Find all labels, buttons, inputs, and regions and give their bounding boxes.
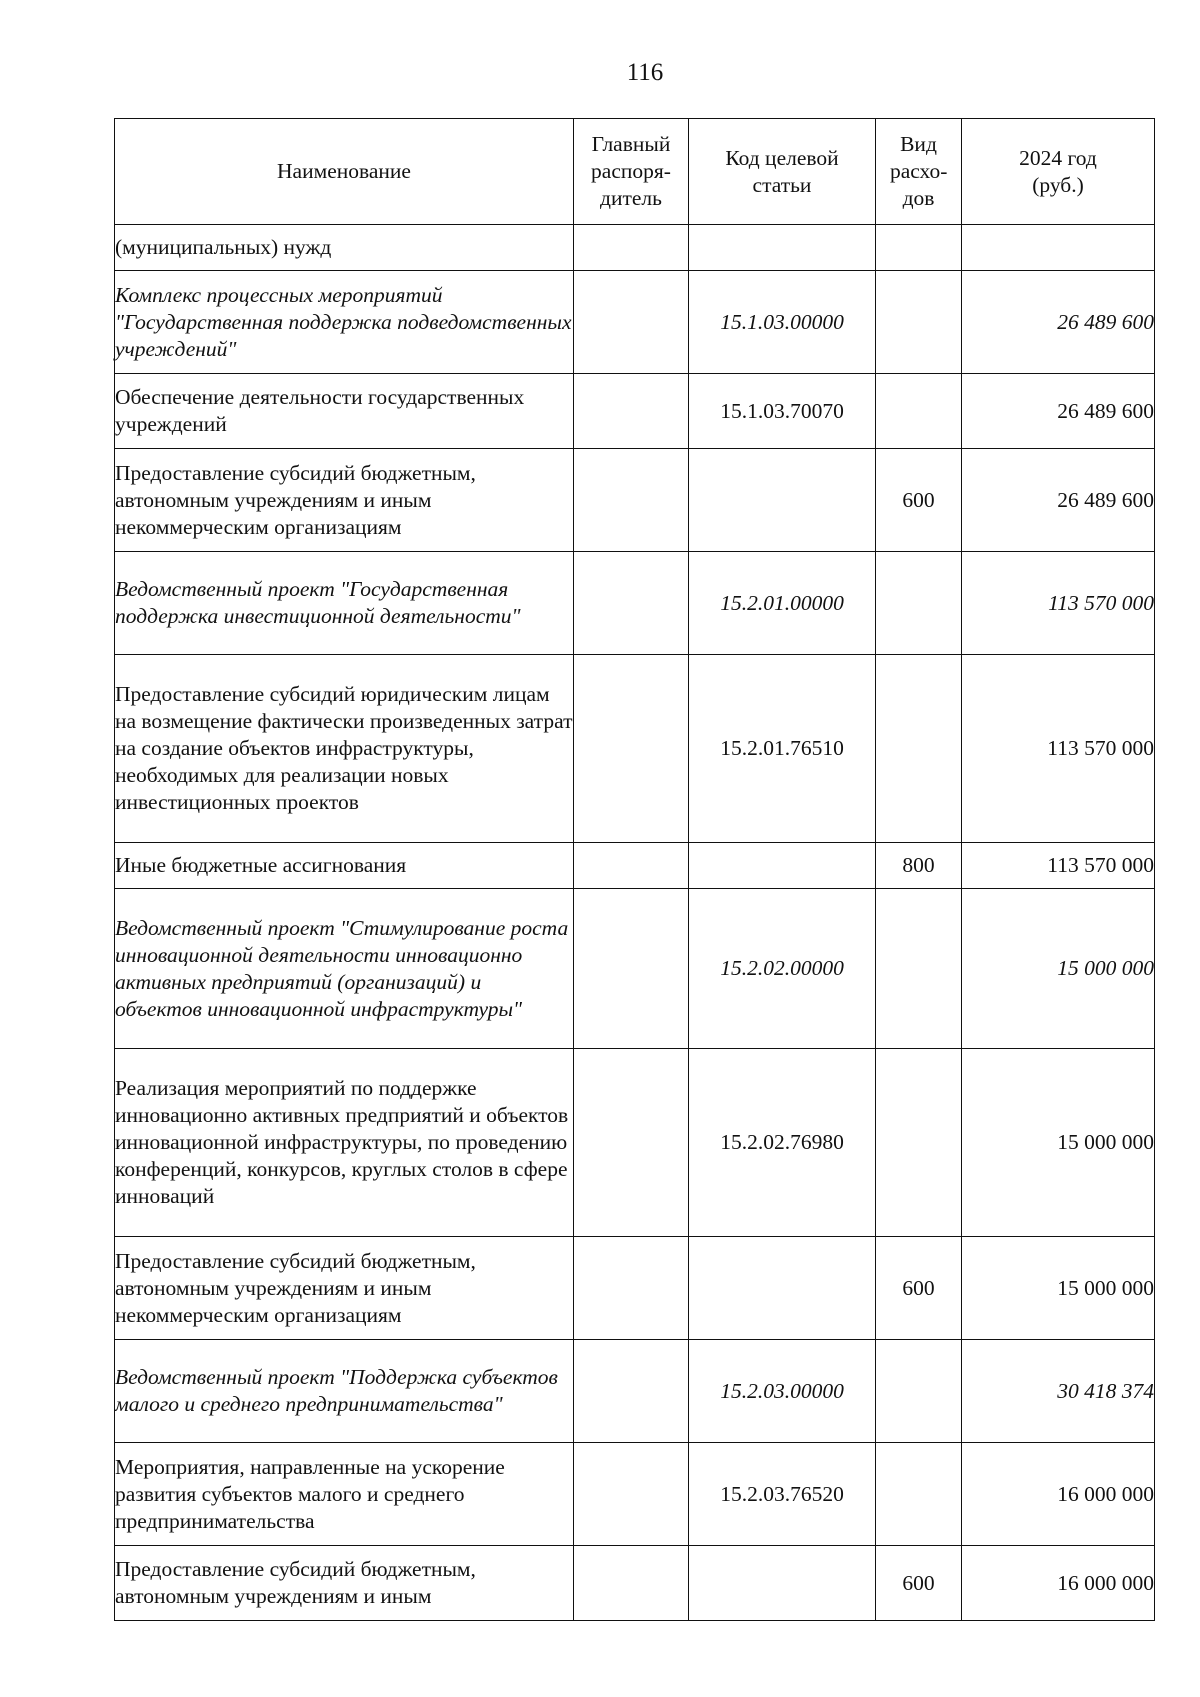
row-name: Ведомственный проект "Поддержка субъектов малого и среднего предпринимательства" <box>115 1340 574 1443</box>
row-name: Ведомственный проект "Стимулирование роста инновационной деятельности инновационно активных предприятий (организаций) и объектов инновационной инфраструктуры" <box>115 889 574 1049</box>
row-name: Мероприятия, направленные на ускорение развития субъектов малого и среднего предпринимательства <box>115 1443 574 1546</box>
row-name: Ведомственный проект "Государственная поддержка инвестиционной деятельности" <box>115 552 574 655</box>
row-code: 15.2.02.76980 <box>689 1049 876 1237</box>
row-amount: 30 418 374 <box>962 1340 1155 1443</box>
budget-table <box>114 118 1155 1621</box>
row-chief <box>574 271 689 374</box>
header-amount-2024: 2024 год (руб.) <box>962 119 1155 225</box>
table-row <box>115 271 1155 374</box>
row-amount: 113 570 000 <box>962 655 1155 843</box>
row-code <box>689 843 876 889</box>
row-kind: 600 <box>876 1237 962 1340</box>
table-row <box>115 1443 1155 1546</box>
row-amount: 113 570 000 <box>962 843 1155 889</box>
table-row <box>115 225 1155 271</box>
row-name: (муниципальных) нужд <box>115 225 574 271</box>
header-name: Наименование <box>115 119 574 225</box>
row-code: 15.2.03.76520 <box>689 1443 876 1546</box>
row-chief <box>574 889 689 1049</box>
table-row <box>115 552 1155 655</box>
row-chief <box>574 1237 689 1340</box>
table-row <box>115 1546 1155 1621</box>
row-chief <box>574 1340 689 1443</box>
row-code: 15.2.03.00000 <box>689 1340 876 1443</box>
row-kind <box>876 271 962 374</box>
row-kind <box>876 889 962 1049</box>
row-chief <box>574 374 689 449</box>
row-chief <box>574 655 689 843</box>
table-header-row <box>115 119 1155 225</box>
row-chief <box>574 1049 689 1237</box>
row-code: 15.2.02.00000 <box>689 889 876 1049</box>
row-chief <box>574 225 689 271</box>
row-amount: 26 489 600 <box>962 271 1155 374</box>
table-row <box>115 374 1155 449</box>
row-code: 15.1.03.70070 <box>689 374 876 449</box>
row-name: Реализация мероприятий по поддержке инновационно активных предприятий и объектов инновационной инфраструктуры, по проведению конференций, конкурсов, круглых столов в сфере инноваций <box>115 1049 574 1237</box>
row-amount: 113 570 000 <box>962 552 1155 655</box>
row-amount: 15 000 000 <box>962 1237 1155 1340</box>
header-target-code: Код целевой статьи <box>689 119 876 225</box>
row-kind <box>876 1049 962 1237</box>
row-name: Предоставление субсидий юридическим лицам на возмещение фактически произведенных затрат на создание объектов инфраструктуры, необходимых для реализации новых инвестиционных проектов <box>115 655 574 843</box>
row-name: Иные бюджетные ассигнования <box>115 843 574 889</box>
row-amount: 15 000 000 <box>962 1049 1155 1237</box>
row-kind: 600 <box>876 1546 962 1621</box>
header-chief-manager: Главный распоря-дитель <box>574 119 689 225</box>
row-kind <box>876 374 962 449</box>
row-kind <box>876 1340 962 1443</box>
row-name: Предоставление субсидий бюджетным, автономным учреждениям и иным некоммерческим организациям <box>115 449 574 552</box>
row-chief <box>574 1443 689 1546</box>
table-row <box>115 1049 1155 1237</box>
row-chief <box>574 843 689 889</box>
table-row <box>115 1340 1155 1443</box>
row-code: 15.2.01.00000 <box>689 552 876 655</box>
row-name: Предоставление субсидий бюджетным, автономным учреждениям и иным некоммерческим организациям <box>115 1237 574 1340</box>
row-code <box>689 1546 876 1621</box>
table-row <box>115 1237 1155 1340</box>
row-chief <box>574 1546 689 1621</box>
row-amount <box>962 225 1155 271</box>
table-row <box>115 889 1155 1049</box>
table-row <box>115 449 1155 552</box>
row-amount: 16 000 000 <box>962 1443 1155 1546</box>
row-name: Предоставление субсидий бюджетным, автономным учреждениям и иным <box>115 1546 574 1621</box>
row-code <box>689 449 876 552</box>
row-kind: 800 <box>876 843 962 889</box>
row-code <box>689 225 876 271</box>
row-amount: 16 000 000 <box>962 1546 1155 1621</box>
table-row <box>115 655 1155 843</box>
row-code <box>689 1237 876 1340</box>
row-chief <box>574 449 689 552</box>
row-amount: 26 489 600 <box>962 374 1155 449</box>
row-code: 15.1.03.00000 <box>689 271 876 374</box>
row-chief <box>574 552 689 655</box>
row-amount: 15 000 000 <box>962 889 1155 1049</box>
row-kind: 600 <box>876 449 962 552</box>
row-kind <box>876 1443 962 1546</box>
row-amount: 26 489 600 <box>962 449 1155 552</box>
row-kind <box>876 655 962 843</box>
page-number: 116 <box>626 59 664 86</box>
header-expense-kind: Вид расхо-дов <box>876 119 962 225</box>
row-code: 15.2.01.76510 <box>689 655 876 843</box>
row-name: Комплекс процессных мероприятий "Государственная поддержка подведомственных учреждений" <box>115 271 574 374</box>
row-kind <box>876 552 962 655</box>
row-kind <box>876 225 962 271</box>
table-row <box>115 843 1155 889</box>
row-name: Обеспечение деятельности государственных учреждений <box>115 374 574 449</box>
